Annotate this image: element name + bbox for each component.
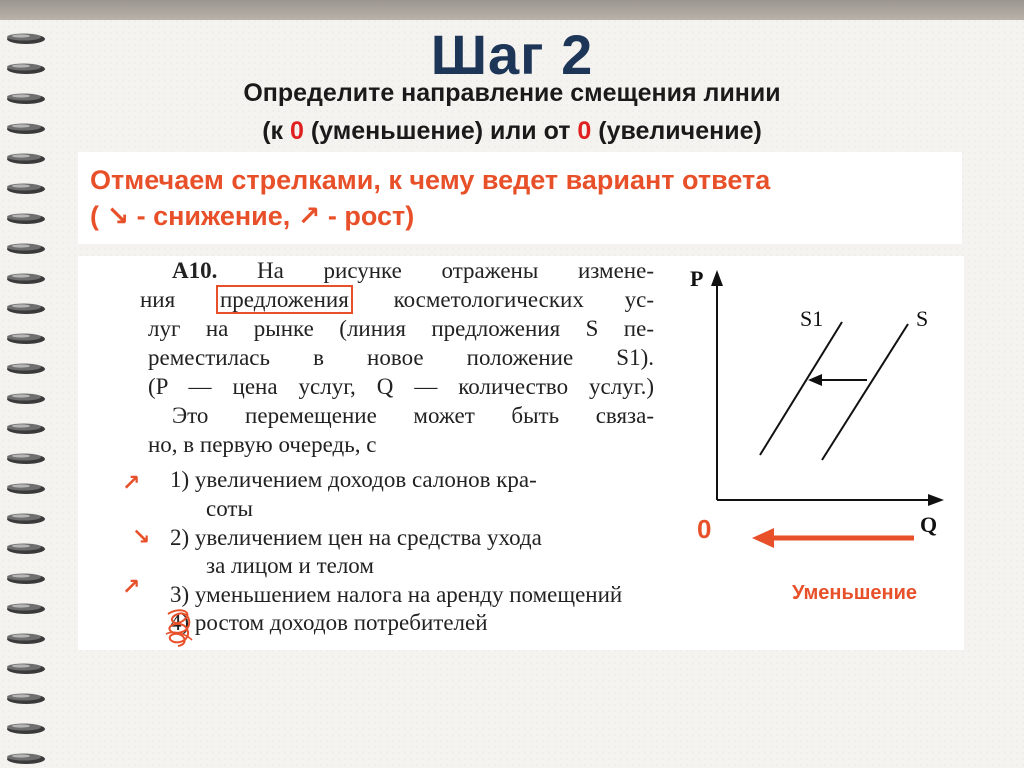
question-line-6: Это перемещение может быть связа- bbox=[172, 403, 654, 428]
question-line-2-start: ния bbox=[140, 287, 216, 312]
question-line-2-end: косметологических ус- bbox=[352, 287, 654, 312]
binding-ring-icon bbox=[4, 390, 48, 406]
option-4-line-1: 4) ростом доходов потребителей bbox=[170, 610, 488, 635]
shift-arrowhead bbox=[808, 374, 822, 386]
subtitle-part-2: (уменьшение) или от bbox=[303, 117, 578, 145]
spiral-binding bbox=[0, 20, 56, 768]
binding-ring-icon bbox=[4, 420, 48, 436]
binding-ring-icon bbox=[4, 630, 48, 646]
curve-s-label: S bbox=[916, 306, 929, 331]
binding-ring-icon bbox=[4, 360, 48, 376]
subtitle-zero-2: 0 bbox=[577, 117, 592, 145]
x-axis-arrowhead bbox=[928, 494, 944, 506]
x-axis-label: Q bbox=[920, 512, 938, 537]
binding-ring-icon bbox=[4, 90, 48, 106]
subtitle-part-1: (к bbox=[262, 117, 290, 145]
curve-s1 bbox=[760, 322, 842, 455]
option-2-line-2: за лицом и телом bbox=[206, 553, 374, 578]
curve-s1-label: S1 bbox=[800, 306, 824, 331]
question-line-4: реместилась в новое положение S1). bbox=[148, 345, 654, 370]
binding-ring-icon bbox=[4, 660, 48, 676]
decrease-arrow-icon bbox=[750, 526, 918, 550]
question-text bbox=[92, 256, 654, 459]
option-2-line-1: 2) увеличением цен на средства ухода bbox=[170, 525, 542, 550]
slide-title: Шаг 2 bbox=[430, 23, 594, 86]
instruction-line-2: ( ↘ - снижение, ↗ - рост) bbox=[90, 201, 415, 231]
option-1-line-2: соты bbox=[206, 496, 253, 521]
binding-ring-icon bbox=[4, 600, 48, 616]
binding-ring-icon bbox=[4, 150, 48, 166]
instruction-box bbox=[78, 152, 962, 244]
curve-s bbox=[822, 324, 908, 460]
binding-ring-icon bbox=[4, 450, 48, 466]
y-axis-arrowhead bbox=[711, 270, 723, 286]
y-axis-label: P bbox=[690, 266, 704, 291]
binding-ring-icon bbox=[4, 300, 48, 316]
binding-ring-icon bbox=[4, 120, 48, 136]
binding-ring-icon bbox=[4, 240, 48, 256]
binding-ring-icon bbox=[4, 180, 48, 196]
subtitle-zero-1: 0 bbox=[290, 117, 304, 145]
question-line-5: (P — цена услуг, Q — количество услуг.) bbox=[148, 374, 654, 399]
option-2-arrow-mark: ↘ bbox=[132, 524, 151, 549]
supply-shift-graph bbox=[680, 262, 960, 552]
binding-ring-icon bbox=[4, 330, 48, 346]
binding-ring-icon bbox=[4, 690, 48, 706]
subtitle-line-1: Определите направление смещения линии bbox=[243, 79, 781, 107]
question-line-1-text: На рисунке отражены измене- bbox=[217, 258, 654, 283]
instruction-line-1: Отмечаем стрелками, к чему ведет вариант ответа bbox=[90, 165, 771, 195]
slide-subtitle bbox=[80, 74, 944, 150]
question-line-7: но, в первую очередь, с bbox=[148, 432, 377, 457]
option-1-line-1: 1) увеличением доходов салонов кра- bbox=[170, 467, 537, 492]
highlighted-word-box: предложения bbox=[216, 285, 353, 314]
option-1-arrow-mark: ↗ bbox=[122, 470, 141, 495]
scribble-mark-icon bbox=[160, 604, 200, 648]
question-line-1 bbox=[92, 256, 654, 285]
binding-ring-icon bbox=[4, 720, 48, 736]
binding-ring-icon bbox=[4, 540, 48, 556]
binding-ring-icon bbox=[4, 570, 48, 586]
binding-ring-icon bbox=[4, 750, 48, 766]
binding-ring-icon bbox=[4, 210, 48, 226]
option-3-arrow-mark: ↗ bbox=[122, 574, 141, 599]
question-line-2 bbox=[92, 285, 654, 314]
subtitle-line-2 bbox=[80, 112, 944, 150]
question-line-3: луг на рынке (линия предложения S пе- bbox=[148, 316, 654, 341]
question-number: А10. bbox=[172, 258, 218, 283]
top-bar bbox=[0, 0, 1024, 20]
option-3-line-1: 3) уменьшением налога на аренду помещений bbox=[170, 582, 623, 607]
binding-ring-icon bbox=[4, 270, 48, 286]
origin-zero-label: 0 bbox=[697, 514, 712, 544]
subtitle-part-3: (увеличение) bbox=[591, 117, 762, 145]
decrease-label: Уменьшение bbox=[792, 582, 918, 604]
binding-ring-icon bbox=[4, 510, 48, 526]
binding-ring-icon bbox=[4, 480, 48, 496]
